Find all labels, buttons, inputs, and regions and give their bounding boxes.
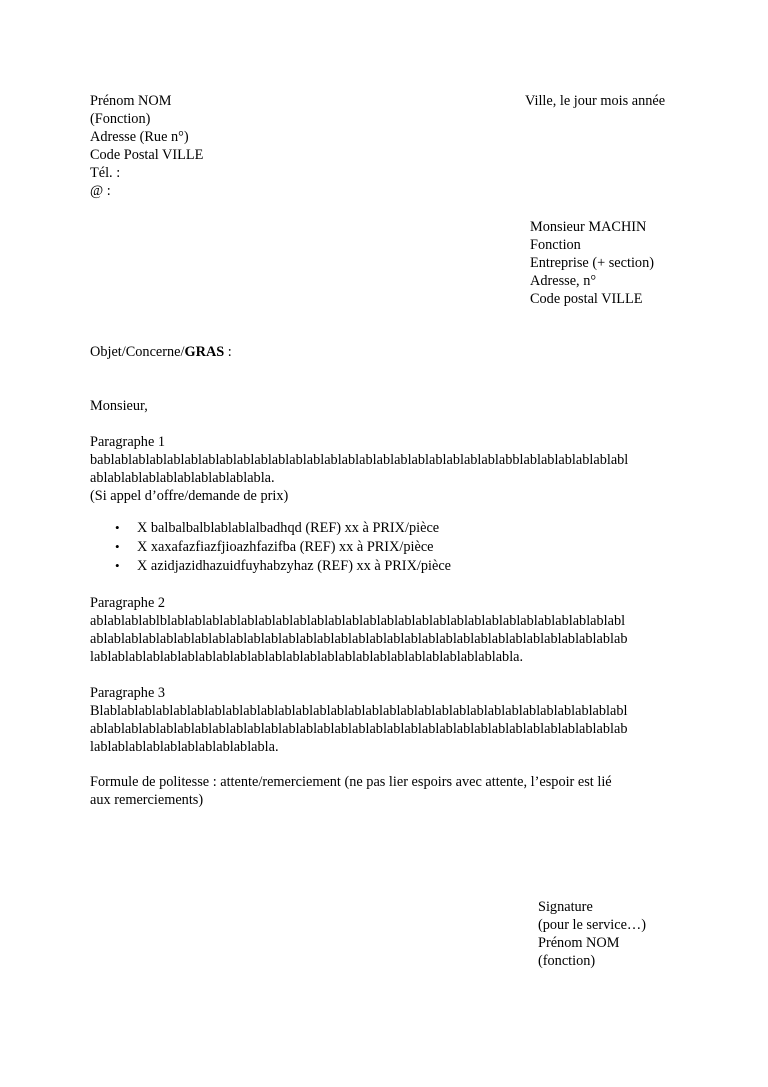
sender-function: (Fonction) xyxy=(90,111,151,127)
paragraph-1-line: (Si appel d’offre/demande de prix) xyxy=(90,488,289,504)
list-item-text: X xaxafazfiazfjioazhfazifba (REF) xx à PRIX/pièce xyxy=(137,539,434,555)
paragraph-1-line: ablablablablablablablablablabla. xyxy=(90,470,275,486)
list-item xyxy=(90,557,451,576)
salutation: Monsieur, xyxy=(90,398,148,414)
closing-formula xyxy=(90,773,612,809)
recipient-postal-city: Code postal VILLE xyxy=(530,291,643,307)
recipient-address: Adresse, n° xyxy=(530,273,597,289)
bullet-icon: • xyxy=(115,539,120,554)
object-prefix: Objet/Concerne/ xyxy=(90,344,185,360)
sender-phone: Tél. : xyxy=(90,165,121,181)
sender-email: @ : xyxy=(90,183,111,199)
price-list xyxy=(90,519,451,576)
paragraph-1 xyxy=(90,433,628,505)
paragraph-3-line: Blablablablablablablablablablablablablablablablablablablablablablablablablablablablablablabl xyxy=(90,703,628,719)
list-item xyxy=(90,538,451,557)
list-item-text: X balbalbalblablablalbadhqd (REF) xx à PRIX/pièce xyxy=(137,520,440,536)
paragraph-1-heading: Paragraphe 1 xyxy=(90,434,166,450)
sender-block xyxy=(90,92,203,200)
paragraph-2-heading: Paragraphe 2 xyxy=(90,595,166,611)
paragraph-3 xyxy=(90,684,628,756)
recipient-function: Fonction xyxy=(530,237,581,253)
list-item-text: X azidjazidhazuidfuyhabzyhaz (REF) xx à PRIX/pièce xyxy=(137,558,452,574)
recipient-name: Monsieur MACHIN xyxy=(530,219,647,235)
recipient-block xyxy=(530,218,654,308)
recipient-company: Entreprise (+ section) xyxy=(530,255,654,271)
object-line xyxy=(90,343,232,361)
paragraph-3-heading: Paragraphe 3 xyxy=(90,685,166,701)
object-suffix: : xyxy=(224,344,232,360)
closing-line: Formule de politesse : attente/remerciement (ne pas lier espoirs avec attente, l’espoir est lié xyxy=(90,774,612,790)
paragraph-2-line: ablablablablablablablablablablablablablablablablablablablablablablablablablablablablablablab xyxy=(90,631,628,647)
closing-line: aux remerciements) xyxy=(90,792,204,808)
signature-service: (pour le service…) xyxy=(538,917,646,933)
signature-block xyxy=(538,898,646,970)
signature-name: Prénom NOM xyxy=(538,935,620,951)
paragraph-2 xyxy=(90,594,627,666)
sender-name: Prénom NOM xyxy=(90,93,172,109)
signature-function: (fonction) xyxy=(538,953,596,969)
bullet-icon: • xyxy=(115,558,120,573)
paragraph-2-line: ablablablablblablablablablablablablablablablablablablablablablablablablablablablablablablabl xyxy=(90,613,626,629)
sender-address: Adresse (Rue n°) xyxy=(90,129,189,145)
paragraph-3-line: ablablablablablablablablablablablablablablablablablablablablablablablablablablablablablablab xyxy=(90,721,628,737)
bullet-icon: • xyxy=(115,520,120,535)
paragraph-3-line: lablablablablablablablablablabla. xyxy=(90,739,279,755)
sender-postal-city: Code Postal VILLE xyxy=(90,147,204,163)
date-line: Ville, le jour mois année xyxy=(525,93,666,109)
object-bold: GRAS xyxy=(184,344,225,360)
signature-label: Signature xyxy=(538,899,593,915)
list-item xyxy=(90,519,451,538)
paragraph-2-line: lablablablablablablablablablablablablablablablablablablablablablablablabla. xyxy=(90,649,524,665)
paragraph-1-line: bablablablablablablablablablablablablablablablablablablablablablablablabblablablablablablabl xyxy=(90,452,629,468)
